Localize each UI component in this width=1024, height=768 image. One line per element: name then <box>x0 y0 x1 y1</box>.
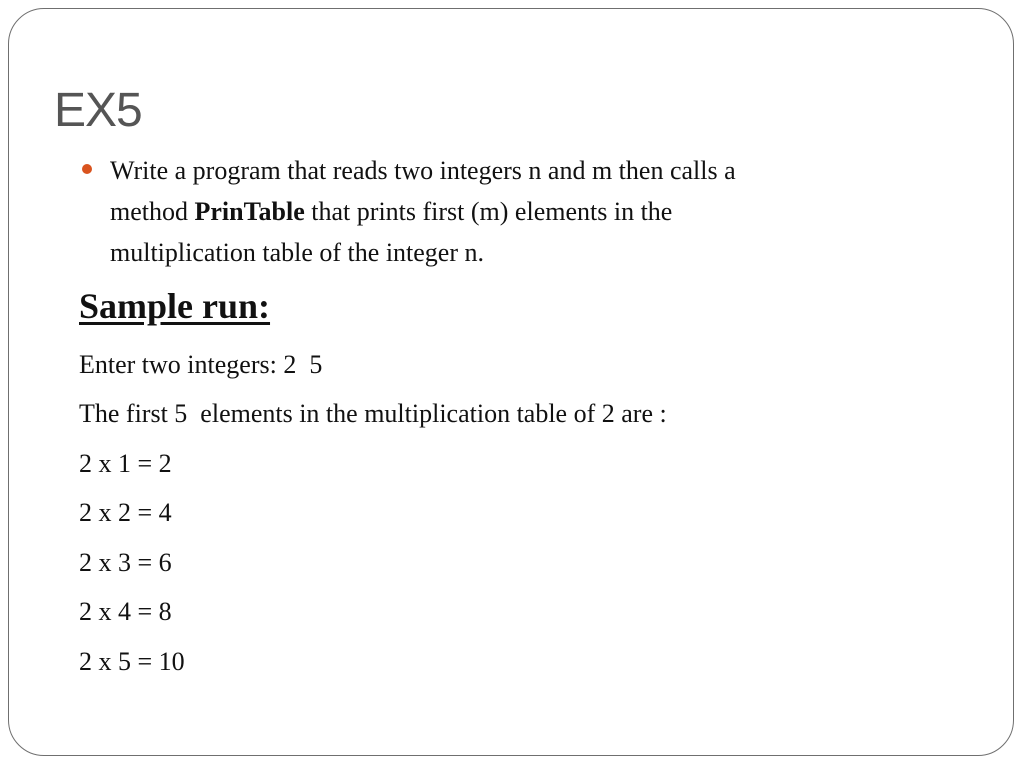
sample-run-heading: Sample run: <box>79 286 271 326</box>
bullet-dot-icon <box>82 164 92 174</box>
description-line-1: Write a program that reads two integers n and m then calls a <box>110 156 736 185</box>
sample-run-line: 2 x 5 = 10 <box>79 647 185 676</box>
sample-run-line: 2 x 2 = 4 <box>79 498 172 527</box>
sample-run-line: 2 x 4 = 8 <box>79 597 172 626</box>
slide-title: EX5 <box>54 84 142 137</box>
description-line-3: multiplication table of the integer n. <box>110 238 485 267</box>
method-name: PrinTable <box>194 197 305 226</box>
sample-run-line: 2 x 1 = 2 <box>79 449 172 478</box>
description-line-2-suffix: that prints first (m) elements in the <box>304 197 673 226</box>
sample-run-line: Enter two integers: 2 5 <box>79 350 323 379</box>
description-line-2 <box>110 191 890 232</box>
exercise-description <box>110 150 890 273</box>
description-line-2-prefix: method <box>110 197 195 226</box>
sample-run-line: The first 5 elements in the multiplication table of 2 are : <box>79 399 667 428</box>
slide-frame <box>8 8 1014 756</box>
sample-run-line: 2 x 3 = 6 <box>79 548 172 577</box>
